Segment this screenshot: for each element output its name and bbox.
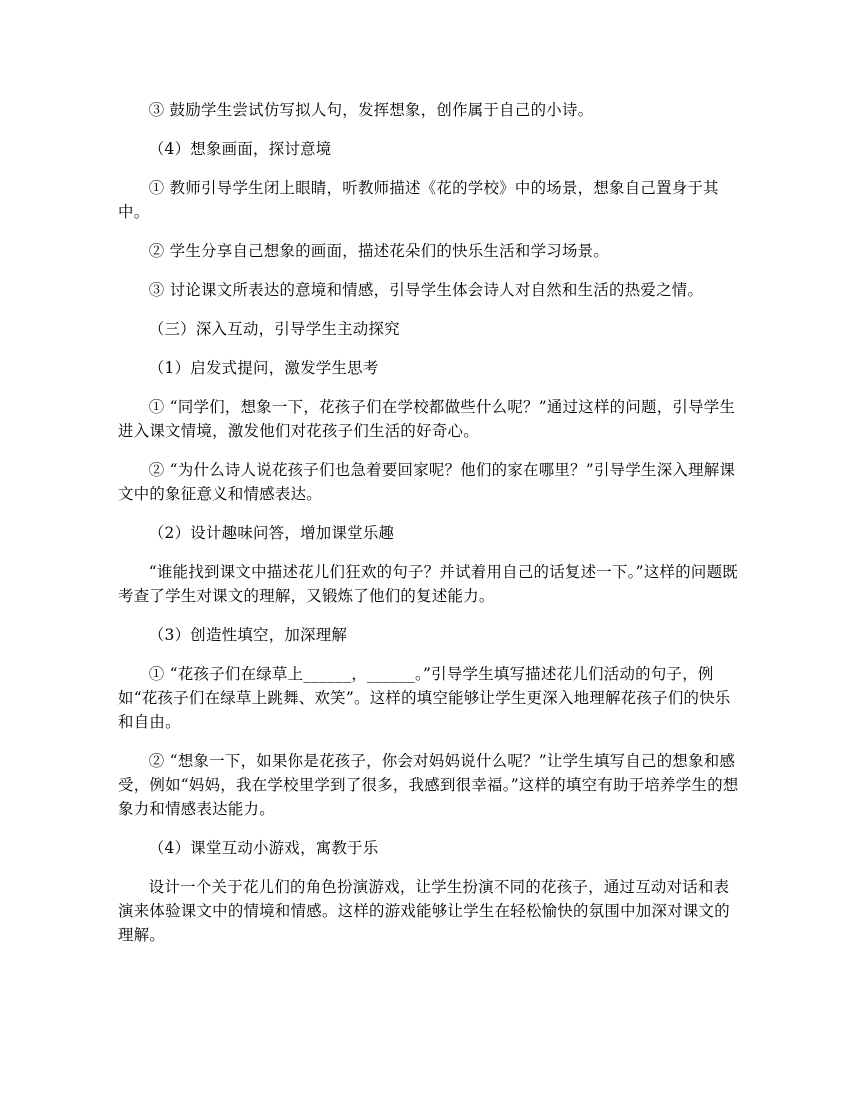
heading-classroom-game: （4）课堂互动小游戏，寓教于乐 [148, 839, 379, 857]
heading-heuristic-questions: （1）启发式提问，激发学生思考 [148, 359, 379, 377]
paragraph-share-imagination: ② 学生分享自己想象的画面，描述花朵们的快乐生活和学习场景。 [148, 242, 610, 260]
paragraph-fill-grass: ① “花孩子们在绿草上______，______。”引导学生填写描述花儿们活动的句子，例如“花孩子们在绿草上跳舞、欢笑”。这样的填空能够让学生更深入地理解花孩子们的快乐和自由。 [118, 665, 731, 731]
paragraph-encourage-imitation: ③ 鼓励学生尝试仿写拟人句，发挥想象，创作属于自己的小诗。 [148, 101, 594, 119]
paragraph-discuss-mood: ③ 讨论课文所表达的意境和情感，引导学生体会诗人对自然和生活的热爱之情。 [148, 281, 704, 299]
paragraph-close-eyes: ① 教师引导学生闭上眼睛，听教师描述《花的学校》中的场景，想象自己置身于其中。 [118, 179, 719, 221]
paragraph-question-school: ① “同学们，想象一下，花孩子们在学校都做些什么呢？”通过这样的问题，引导学生进入课文情境，激发他们对花孩子们生活的好奇心。 [118, 398, 736, 440]
paragraph-fill-mother: ② “想象一下，如果你是花孩子，你会对妈妈说什么呢？”让学生填写自己的想象和感受，例如“妈妈，我在学校里学到了很多，我感到很幸福。”这样的填空有助于培养学生的想象力和情感表达能力。 [118, 752, 739, 818]
heading-imagine-scene: （4）想象画面，探讨意境 [148, 140, 332, 158]
paragraph-role-play: 设计一个关于花儿们的角色扮演游戏，让学生扮演不同的花孩子，通过互动对话和表演来体验课文中的情境和情感。这样的游戏能够让学生在轻松愉快的氛围中加深对课文的理解。 [118, 878, 730, 944]
heading-fun-qa: （2）设计趣味问答，增加课堂乐趣 [148, 524, 395, 542]
heading-deep-interaction: （三）深入互动，引导学生主动探究 [148, 320, 400, 338]
paragraph-retell: “谁能找到课文中描述花儿们狂欢的句子？并试着用自己的话复述一下。”这样的问题既考查了学生对课文的理解，又锻炼了他们的复述能力。 [118, 563, 738, 605]
heading-fill-blank: （3）创造性填空，加深理解 [148, 626, 348, 644]
document-body [118, 98, 744, 947]
paragraph-question-home: ② “为什么诗人说花孩子们也急着要回家呢？他们的家在哪里？”引导学生深入理解课文中的象征意义和情感表达。 [118, 461, 736, 503]
